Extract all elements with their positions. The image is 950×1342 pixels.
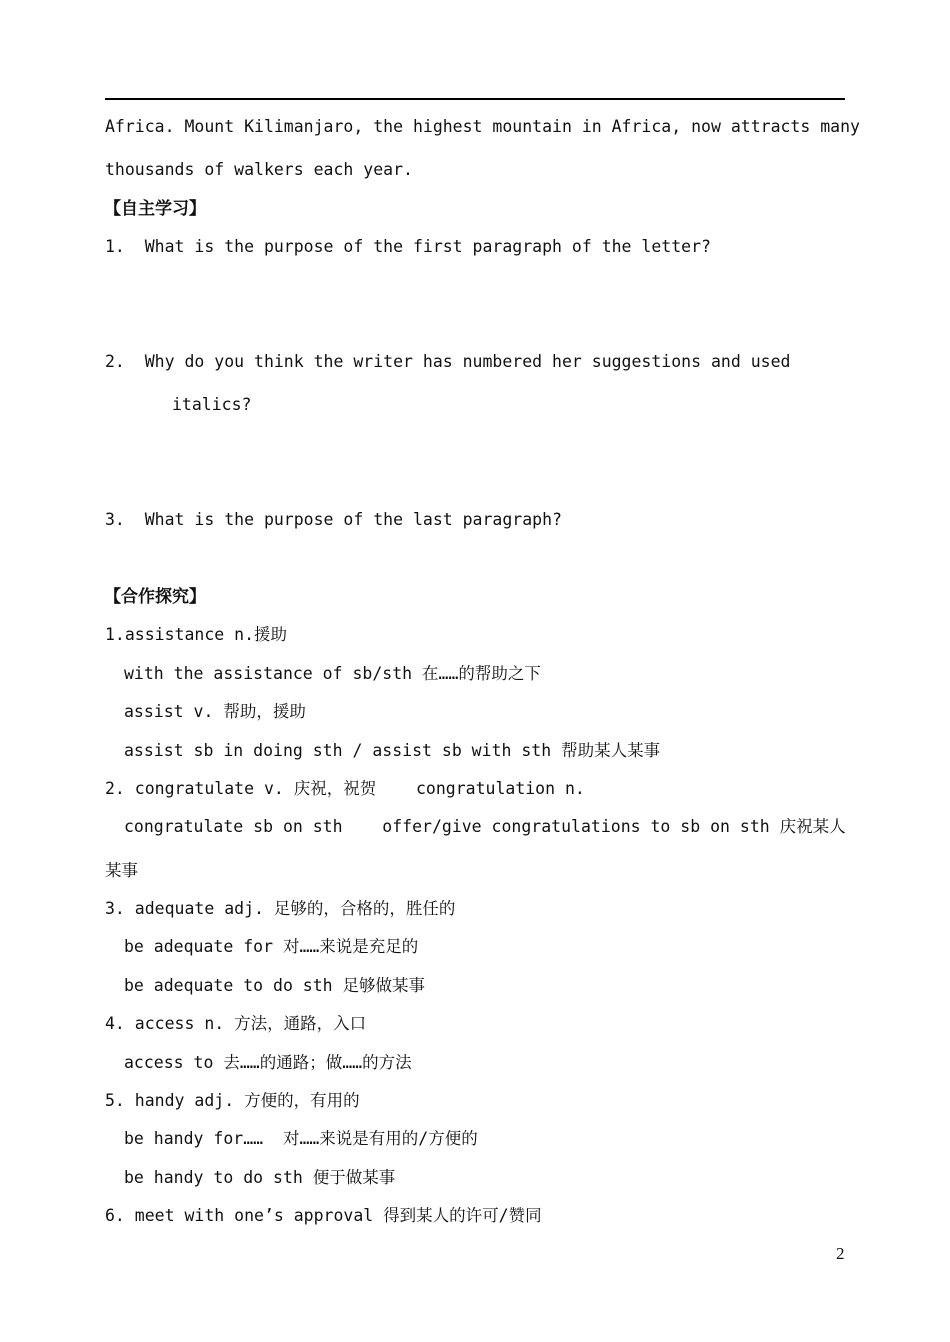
- page-number: 2: [836, 1244, 845, 1263]
- vocab-item: be adequate to do sth 足够做某事: [124, 976, 426, 995]
- question-2-line-2: italics?: [172, 395, 252, 414]
- vocab-item: 2. congratulate v. 庆祝，祝贺 congratulation n.: [105, 779, 585, 798]
- question-2-line-1: 2. Why do you think the writer has numbered her suggestions and used: [105, 352, 791, 371]
- intro-line-2: thousands of walkers each year.: [105, 160, 413, 179]
- vocab-item: 6. meet with one’s approval 得到某人的许可/赞同: [105, 1206, 542, 1225]
- vocab-item: be adequate for 对……来说是充足的: [124, 937, 419, 956]
- vocab-item: 4. access n. 方法，通路，入口: [105, 1014, 367, 1033]
- intro-line-1: Africa. Mount Kilimanjaro, the highest mountain in Africa, now attracts many: [105, 117, 860, 136]
- vocab-item: access to 去……的通路；做……的方法: [124, 1053, 412, 1072]
- vocab-item: congratulate sb on sth offer/give congratulations to sb on sth 庆祝某人: [124, 817, 846, 836]
- vocab-item: assist sb in doing sth / assist sb with sth 帮助某人某事: [124, 741, 661, 760]
- vocab-item: 3. adequate adj. 足够的，合格的，胜任的: [105, 899, 456, 918]
- vocab-item: be handy to do sth 便于做某事: [124, 1168, 396, 1187]
- vocab-item: 5. handy adj. 方便的，有用的: [105, 1091, 360, 1110]
- question-3: 3. What is the purpose of the last paragraph?: [105, 510, 562, 529]
- self-study-heading: 【自主学习】: [104, 199, 206, 219]
- vocab-item: with the assistance of sb/sth 在……的帮助之下: [124, 664, 541, 683]
- top-rule: [105, 98, 845, 100]
- cooperation-heading: 【合作探究】: [104, 587, 206, 607]
- vocab-item: be handy for…… 对……来说是有用的/方便的: [124, 1129, 478, 1148]
- vocab-item: 1.assistance n.援助: [105, 625, 288, 644]
- vocab-item: assist v. 帮助，援助: [124, 702, 306, 721]
- vocab-item: 某事: [105, 861, 138, 880]
- question-1: 1. What is the purpose of the first paragraph of the letter?: [105, 237, 711, 256]
